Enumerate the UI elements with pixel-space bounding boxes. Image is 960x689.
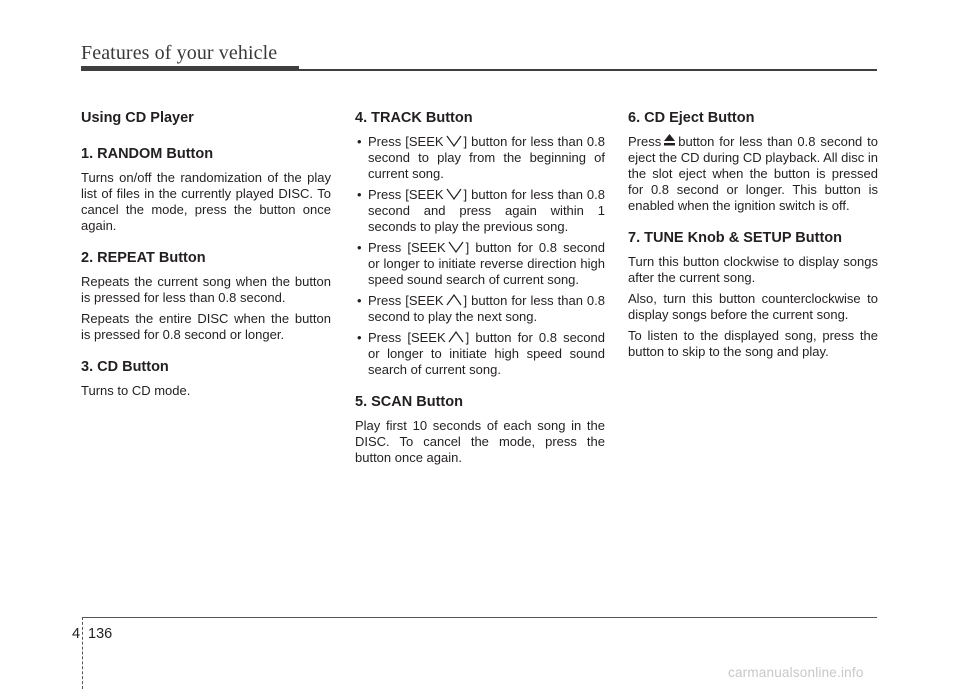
repeat-button-body-1: Repeats the current song when the button is pressed for less than 0.8 second. (81, 274, 331, 305)
section-eject (628, 110, 878, 214)
column-2 (355, 110, 605, 471)
section-cd (81, 359, 331, 399)
track-item-prefix: Press [SEEK (368, 330, 446, 345)
cd-button-title: 3. CD Button (81, 359, 169, 375)
seek-up-icon (447, 331, 465, 343)
footer-divider (82, 617, 83, 689)
header-rule-thin (299, 69, 877, 71)
eject-prefix: Press (628, 134, 662, 149)
list-item (355, 240, 605, 288)
track-item-prefix: Press [SEEK (368, 134, 444, 149)
seek-down-icon (445, 188, 463, 200)
track-item-suffix: ] button for less than 0.8 second to play the next song. (368, 293, 606, 324)
track-item-prefix: Press [SEEK (368, 240, 446, 255)
repeat-button-title: 2. REPEAT Button (81, 250, 206, 266)
eject-button-body (628, 134, 878, 214)
section-track (355, 110, 605, 378)
track-item-suffix: ] button for 0.8 second or longer to initiate high speed sound search of current song. (368, 330, 605, 377)
header-rule-thick (81, 66, 299, 71)
cd-button-body: Turns to CD mode. (81, 383, 191, 398)
tune-knob-body-2: Also, turn this button counterclockwise to display songs before the current song. (628, 291, 878, 322)
page-number: 136 (88, 626, 113, 642)
seek-down-icon (447, 241, 465, 253)
eject-suffix: button for less than 0.8 second to eject the CD during CD playback. All disc in the slot eject when the button is pressed for 0.8 second or longer. This button is enabled when the ignition switch is off. (628, 134, 879, 213)
eject-button-title: 6. CD Eject Button (628, 110, 755, 126)
random-button-body: Turns on/off the randomization of the play list of files in the currently played DISC. To cancel the mode, press the button once again. (81, 170, 331, 233)
track-button-title: 4. TRACK Button (355, 110, 473, 126)
random-button-title: 1. RANDOM Button (81, 146, 214, 162)
repeat-button-body-2: Repeats the entire DISC when the button is pressed for 0.8 second or longer. (81, 311, 331, 342)
section-repeat (81, 250, 331, 343)
footer-rule (82, 617, 877, 618)
chapter-number: 4 (72, 626, 81, 642)
track-item-prefix: Press [SEEK (368, 187, 444, 202)
track-list (355, 134, 605, 378)
track-item-suffix: ] button for less than 0.8 second and press again within 1 seconds to play the previous song. (368, 187, 606, 234)
column-3 (628, 110, 878, 365)
page-header-title: Features of your vehicle (81, 42, 278, 64)
tune-knob-body-1: Turn this button clockwise to display songs after the current song. (628, 254, 878, 285)
section-scan (355, 394, 605, 466)
track-item-suffix: ] button for 0.8 second or longer to initiate reverse direction high speed sound search of current song. (368, 240, 605, 287)
tune-knob-body-3: To listen to the displayed song, press the button to skip to the song and play. (628, 328, 878, 359)
section-heading-using-cd-player: Using CD Player (81, 110, 194, 126)
seek-up-icon (445, 294, 463, 306)
list-item (355, 134, 605, 182)
seek-down-icon (445, 135, 463, 147)
track-item-suffix: ] button for less than 0.8 second to play from the beginning of current song. (368, 134, 606, 181)
eject-icon (664, 134, 675, 146)
scan-button-body: Play first 10 seconds of each song in the DISC. To cancel the mode, press the button once again. (355, 418, 605, 465)
section-random (81, 146, 331, 234)
list-item (355, 293, 605, 325)
tune-knob-title: 7. TUNE Knob & SETUP Button (628, 230, 843, 246)
scan-button-title: 5. SCAN Button (355, 394, 463, 410)
list-item (355, 187, 605, 235)
track-item-prefix: Press [SEEK (368, 293, 444, 308)
column-1 (81, 110, 331, 404)
watermark: carmanualsonline.info (728, 665, 864, 680)
section-tune (628, 230, 878, 360)
list-item (355, 330, 605, 378)
